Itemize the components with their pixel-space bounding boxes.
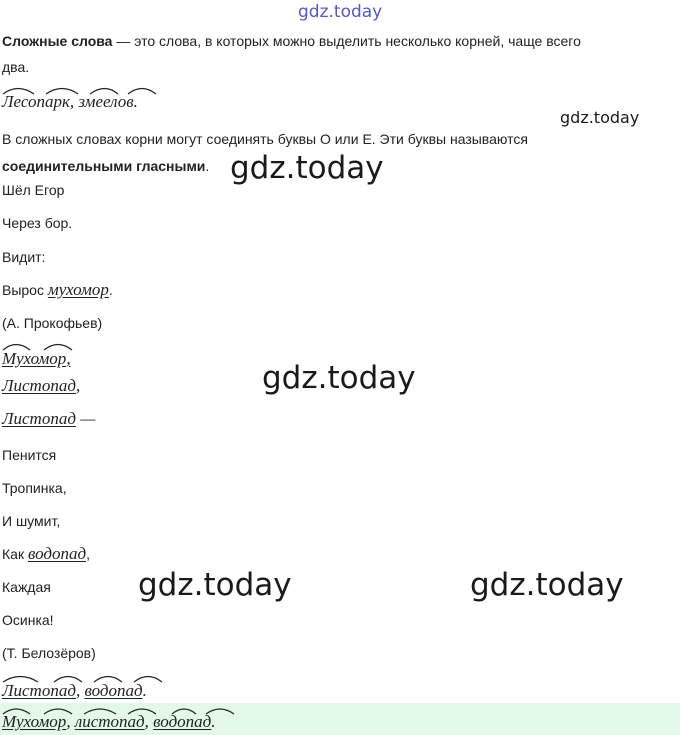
poem1-word: мухомор xyxy=(47,280,109,299)
poem2-title-line xyxy=(2,410,95,428)
poem2-line-4-text: Как xyxy=(2,546,25,562)
analysis1-word2: Листопад, xyxy=(2,376,81,395)
example1-word2: змеелов xyxy=(78,92,134,111)
poem2-line-6: Осинка! xyxy=(2,612,54,628)
poem2-line-1: Пенится xyxy=(2,447,57,463)
analysis1-w2: Листопад xyxy=(2,376,76,395)
watermark-right-small: gdz.today xyxy=(560,108,640,127)
poem1-line-3: Видит: xyxy=(2,249,46,265)
answer-w1: Мухомор xyxy=(2,712,67,731)
rule-line: В сложных словах корни могут соединять буквы О или Е. Эти буквы называются xyxy=(2,131,528,147)
analysis2-w2: водопад xyxy=(84,681,143,700)
poem1-line-4: Вырос мухомор. xyxy=(2,280,113,299)
analysis1-word1: Мухомор, xyxy=(2,349,71,368)
rule-line-2 xyxy=(2,157,209,175)
intro-text: — это слова, в которых можно выделить несколько корней, чаще всего xyxy=(112,33,581,49)
poem1-line-2: Через бор. xyxy=(2,215,73,231)
rule-end: . xyxy=(205,158,210,174)
intro-line-2: два. xyxy=(2,59,30,75)
answer-w2: листопад xyxy=(74,712,145,731)
poem2-line-3: И шумит, xyxy=(2,513,61,529)
poem1-author: (А. Прокофьев) xyxy=(2,315,103,331)
poem2-title-word: Листопад xyxy=(2,409,76,428)
poem2-line-5: Каждая xyxy=(2,579,51,595)
analysis1-w1: Мухомор xyxy=(2,349,67,368)
watermark-mid2: gdz.today xyxy=(262,360,416,396)
watermark-top: gdz.today xyxy=(298,2,383,22)
poem2-dash: — xyxy=(75,409,96,428)
poem2-word: водопад xyxy=(27,544,87,563)
example1-line: Лесопарк, змеелов. xyxy=(2,92,138,111)
poem2-line-2: Тропинка, xyxy=(2,480,67,496)
rule-bold: соединительными гласными xyxy=(2,158,206,174)
watermark-bottom-left: gdz.today xyxy=(138,567,292,603)
example1-word1: Лесопарк xyxy=(2,92,70,111)
analysis2-w1: Листопад xyxy=(2,681,76,700)
poem2-author: (Т. Белозёров) xyxy=(2,645,96,661)
term: Сложные слова xyxy=(2,33,113,49)
poem1-line-1: Шёл Егор xyxy=(2,182,65,198)
answer-line: Мухомор, листопад, водопад. xyxy=(2,712,216,731)
intro-line xyxy=(2,32,581,50)
answer-w3: водопад xyxy=(153,712,212,731)
analysis2-line: Листопад, водопад. xyxy=(2,681,147,700)
poem1-line-4-text: Вырос xyxy=(2,282,44,298)
watermark-bottom-right: gdz.today xyxy=(470,567,624,603)
poem2-line-4: Как водопад, xyxy=(2,544,90,563)
watermark-mid1: gdz.today xyxy=(230,150,384,186)
